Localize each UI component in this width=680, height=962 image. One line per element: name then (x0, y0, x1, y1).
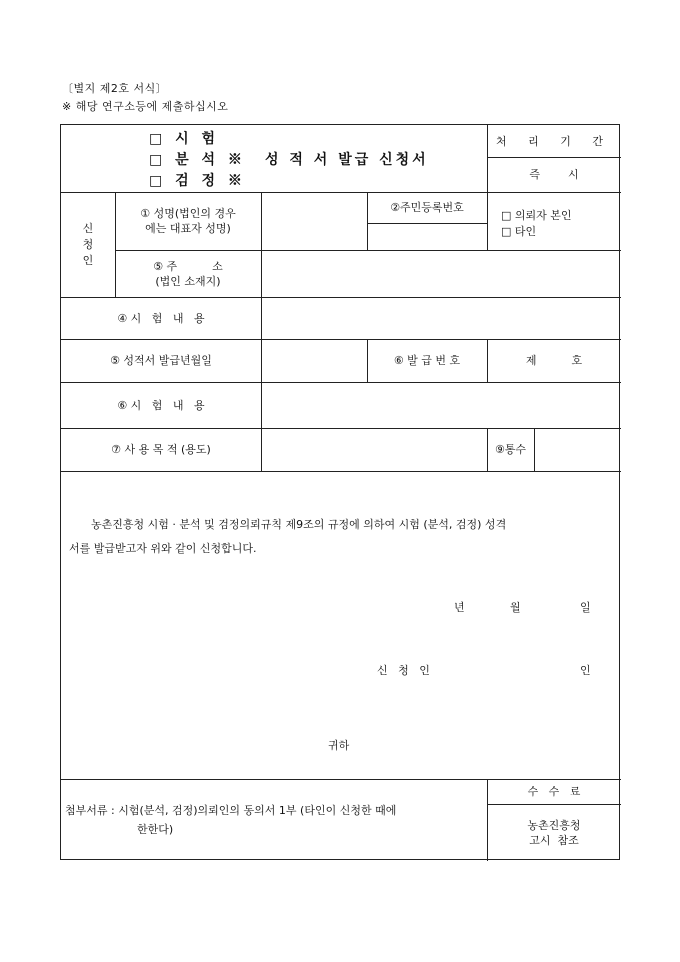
statement-line-2: 서를 발급받고자 위와 같이 신청합니다. (69, 542, 257, 555)
applicant-group-label: 신 청 인 (82, 221, 94, 267)
fee-value: 농촌진흥청 고시 참조 (527, 818, 581, 847)
date-day: 일 (580, 601, 591, 614)
purpose-field[interactable] (262, 429, 486, 470)
copies-field[interactable] (535, 429, 620, 470)
date-year: 년 (454, 601, 465, 614)
name-label: ① 성명(법인의 경우 에는 대표자 성명) (140, 207, 236, 235)
form-title: 성 적 서 발급 신청서 (265, 152, 429, 168)
party-other-checkbox[interactable]: □ 타인 (501, 225, 537, 238)
copies-label: ⑨통수 (494, 443, 527, 456)
fee-label: 수 수 료 (527, 785, 581, 798)
purpose-label: ⑦ 사 용 목 적 (용도) (111, 443, 211, 456)
address-field[interactable] (262, 251, 620, 296)
processing-period-value: 즉 시 (529, 168, 579, 181)
seal-mark: 인 (580, 664, 591, 677)
test-content2-field[interactable] (262, 383, 620, 427)
form-number: 〔별지 제2호 서식〕 (62, 82, 168, 95)
addressee: 귀하 (328, 739, 350, 752)
issue-date-label: ⑤ 성적서 발급년월일 (110, 354, 212, 367)
checkbox-analysis[interactable]: □ 분 석 ※ (149, 152, 246, 168)
test-content-label: ④ 시 험 내 용 (117, 311, 205, 325)
processing-period-label: 처 리 기 간 (496, 134, 612, 148)
application-form (60, 124, 620, 860)
checkbox-test[interactable]: □ 시 험 (149, 131, 220, 147)
attachment-line-1: 첨부서류 : 시험(분석, 검정)의뢰인의 동의서 1부 (타인이 신청한 때에 (65, 804, 397, 817)
date-month: 월 (510, 601, 521, 614)
issue-number-label: ⑥ 발 급 번 호 (393, 354, 461, 367)
registration-number-field[interactable] (368, 224, 486, 249)
issue-date-field[interactable] (262, 340, 366, 381)
attachment-line-2: 한한다) (137, 823, 174, 836)
applicant-signature-label: 신 청 인 (377, 664, 430, 677)
registration-number-label: ②주민등록번호 (390, 201, 464, 214)
test-content2-label: ⑥ 시 험 내 용 (117, 398, 205, 412)
issue-number-value[interactable]: 제 호 (525, 354, 583, 367)
party-self-checkbox[interactable]: □ 의뢰자 본인 (501, 209, 572, 222)
test-content-field[interactable] (262, 298, 620, 338)
checkbox-inspection[interactable]: □ 검 정 ※ (149, 173, 246, 189)
name-field[interactable] (262, 193, 366, 249)
address-label: ⑤ 주 소 (법인 소재지) (153, 259, 223, 288)
submission-notice: ※ 해당 연구소등에 제출하십시오 (62, 100, 229, 113)
statement-line-1: 농촌진흥청 시험 · 분석 및 검정의뢰규칙 제9조의 규정에 의하여 시험 (분석, 검정) 성격 (91, 518, 507, 531)
